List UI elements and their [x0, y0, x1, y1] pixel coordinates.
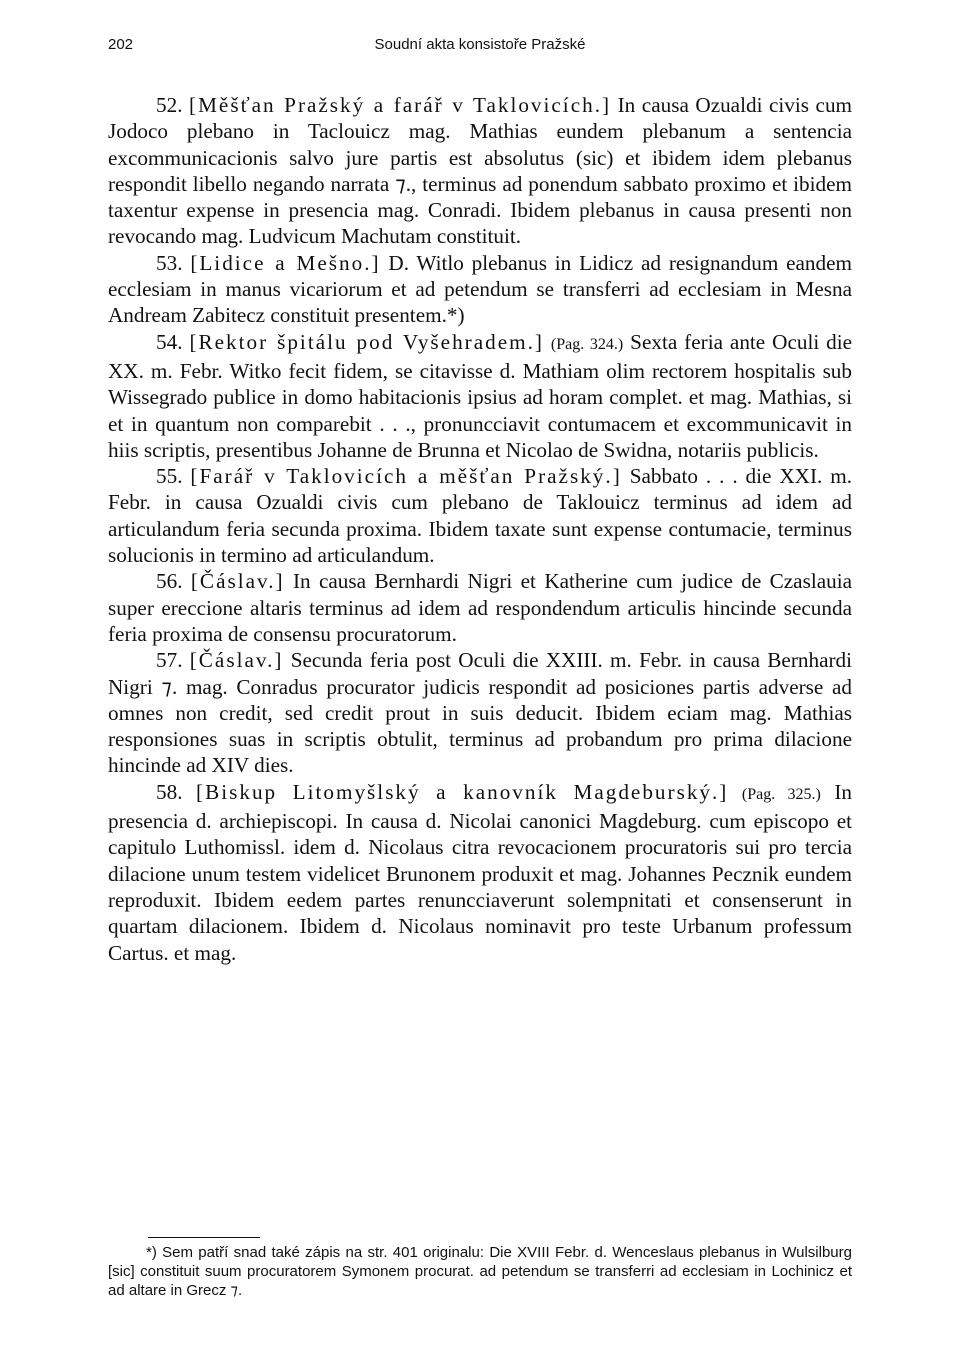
entry-text: Sexta feria ante Oculi die XX. m. Febr. Witko fecit fidem, se citavisse d. Mathiam olim rectorem hospitalis sub Wissegrado publice in domo habitacionis ipsius ad horam complet. et mag. Mathias, si et in quantum non comparebit . . ., pronuncciavit contumacem et excommunicavit in hiis scriptis, presentibus Johanne de Brunna et Nicolao de Swidna, notariis publicis.: [108, 329, 853, 462]
entry-heading: [Lidice a Mešno.]: [190, 250, 381, 275]
entry-heading: [Čáslav.]: [190, 569, 285, 594]
entry-text: D. Witlo plebanus in Lidicz ad resignandum eandem ecclesiam in manus vicariorum et ad petendum se transferri ad ecclesiam in Mesna Andream Zabitecz constituit presentem.*): [108, 250, 852, 328]
entry-heading: [Rektor špitálu pod Vyšehradem.]: [189, 329, 544, 354]
entry-53: [108, 250, 852, 329]
entry-heading: [Čáslav.]: [189, 648, 284, 673]
entry-number: 56.: [156, 569, 183, 594]
entry-56: [108, 568, 852, 647]
entry-heading: [Měšťan Pražský a farář v Taklovicích.]: [189, 93, 612, 117]
entry-number: 54.: [156, 329, 183, 354]
entry-number: 52.: [156, 93, 183, 117]
entry-number: 57.: [156, 648, 183, 673]
entry-text: In causa Ozualdi civis cum Jodoco plebano in Taclouicz mag. Mathias eundem plebanum a sentencia excommunicacionis salvo jure partis est absolutus (sic) et ibidem idem plebanus respondit libello negando narrata ⁊., terminus ad ponendum sabbato proximo et ibidem taxentur expense in presencia mag. Conradi. Ibidem plebanus in causa presenti non revocando mag. Ludvicum Machutam constituit.: [108, 93, 853, 249]
document-body: [108, 92, 852, 966]
footnote: [108, 1243, 852, 1300]
entry-number: 55.: [156, 464, 183, 489]
entry-52: [108, 92, 852, 250]
footnote-divider: [148, 1237, 260, 1238]
original-page-ref: (Pag. 325.): [741, 785, 821, 803]
entry-57: [108, 647, 852, 778]
entry-heading: [Farář v Taklovicích a měšťan Pražský.]: [190, 464, 622, 489]
entry-number: 58.: [156, 779, 183, 804]
page-number: 202: [108, 36, 134, 53]
footnote-text: *) Sem patří snad také zápis na str. 401 originalu: Die XVIII Febr. d. Wenceslaus plebanus in Wulsilburg [sic] constituit suum procuratorem Symonem procurat. ad petendum se transferri ad ecclesiam in Lochinicz et ad altare in Grecz ⁊.: [108, 1244, 852, 1299]
page-header: [108, 36, 852, 60]
entry-55: [108, 463, 852, 568]
original-page-ref: (Pag. 324.): [550, 335, 624, 353]
entry-58: [108, 779, 852, 966]
running-head: Soudní akta konsistoře Pražské: [374, 36, 586, 53]
entry-text: Sabbato . . . die XXI. m. Febr. in causa Ozualdi civis cum plebano de Taklouicz terminus ad idem ad articulandum feria secunda proxima. Ibidem taxate sunt expense contumacie, terminus solucionis in termino ad articulandum.: [108, 464, 853, 568]
entry-heading: [Biskup Litomyšlský a kanovník Magdeburský.]: [196, 779, 729, 804]
entry-54: [108, 329, 852, 463]
entry-text: In causa Bernhardi Nigri et Katherine cum judice de Czaslauia super ereccione altaris terminus ad idem ad respondendum articulis hincinde secunda feria proxima de consensu procuratorum.: [108, 569, 853, 646]
entry-number: 53.: [156, 250, 183, 275]
entry-text: In presencia d. archiepiscopi. In causa d. Nicolai canonici Magdeburg. cum episcopo et capitulo Luthomissl. idem d. Nicolaus citra revocacionem procuratoris sui pro tercia dilacione unum testem videlicet Brunonem produxit et mag. Johannes Pecznik eundem reproduxit. Ibidem eedem partes renuncciaverunt solempnitati et consenserunt in quartam dilacionem. Ibidem d. Nicolaus nominavit pro teste Urbanum professum Cartus. et mag.: [108, 779, 853, 965]
entry-text: Secunda feria post Oculi die XXIII. m. Febr. in causa Bernhardi Nigri ⁊. mag. Conradus procurator judicis respondit ad posiciones partis adverse ad omnes non credit, sed credit prout in suis deducit. Ibidem eciam mag. Mathias responsiones suas in scriptis obtulit, terminus ad probandum pro prima dilacione hincinde ad XIV dies.: [108, 648, 853, 778]
